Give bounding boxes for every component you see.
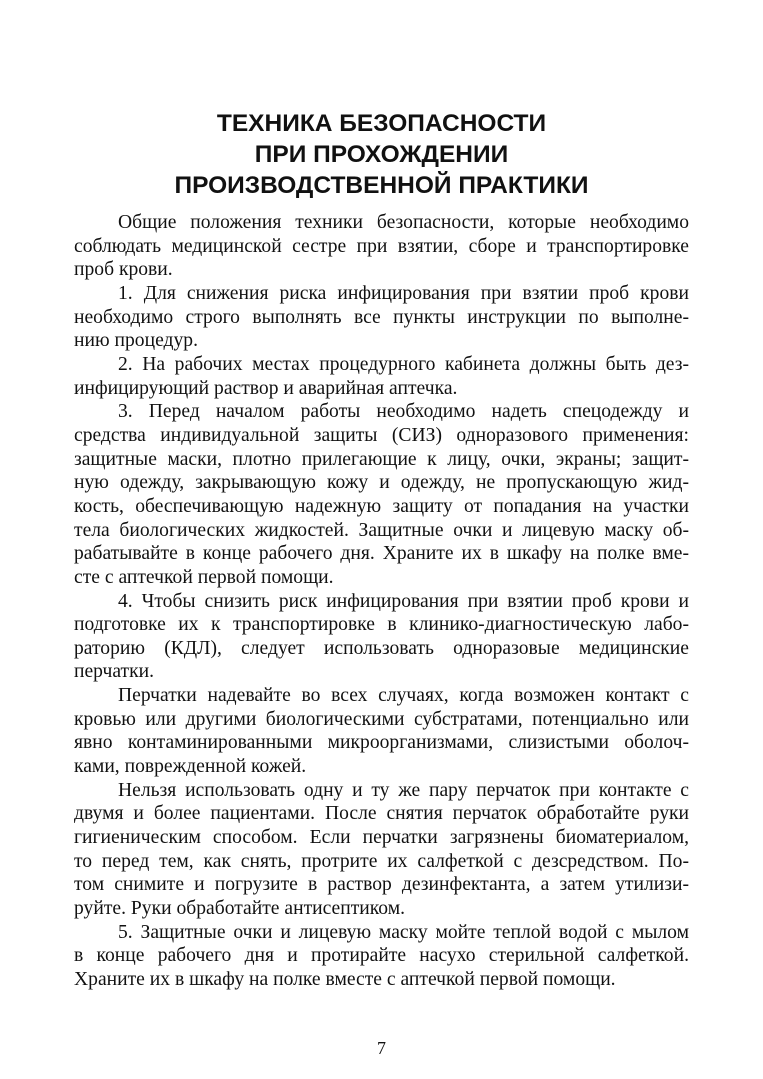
text-line: кровью или другими биологическими субстратами, потенциально или xyxy=(74,708,689,730)
text-line: двумя и более пациентами. После снятия перчаток обработайте руки xyxy=(74,803,689,825)
page-title xyxy=(74,108,689,201)
text-line: сте с аптечкой первой помощи. xyxy=(74,566,334,588)
paragraph-item-3 xyxy=(74,400,689,589)
text-line: подготовке их к транспортировке в клинико-диагностическую лабо- xyxy=(74,614,689,636)
text-line: явно контаминированными микроорганизмами, слизистыми оболоч- xyxy=(74,732,689,754)
text-line: кость, обеспечивающую надежную защиту от попадания на участки xyxy=(74,495,689,517)
title-line: ПРИ ПРОХОЖДЕНИИ xyxy=(254,141,509,168)
text-line: рабатывайте в конце рабочего дня. Храните их в шкафу на полке вме- xyxy=(74,543,689,565)
text-line: необходимо строго выполнять все пункты инструкции по выполне- xyxy=(74,306,689,328)
text-line: 1. Для снижения риска инфицирования при взятии проб крови xyxy=(118,282,689,304)
text-line: то перед тем, как снять, протрите их салфеткой с дезсредством. По- xyxy=(74,850,689,872)
text-line: 5. Защитные очки и лицевую маску мойте теплой водой с мылом xyxy=(118,921,689,943)
paragraph-item-1 xyxy=(74,282,689,353)
title-line: ТЕХНИКА БЕЗОПАСНОСТИ xyxy=(216,110,547,137)
text-line: в конце рабочего дня и протирайте насухо стерильной салфеткой. xyxy=(74,945,689,967)
text-line: средства индивидуальной защиты (СИЗ) одноразового применения: xyxy=(74,424,689,446)
text-line: Перчатки надевайте во всех случаях, когда возможен контакт с xyxy=(118,685,689,707)
page-number: 7 xyxy=(377,1038,386,1058)
body-text xyxy=(74,211,689,992)
text-line: Храните их в шкафу на полке вместе с аптечкой первой помощи. xyxy=(74,969,616,990)
text-line: раторию (КДЛ), следует использовать одноразовые медицинские xyxy=(74,637,689,659)
text-line: проб крови. xyxy=(74,259,173,281)
paragraph-item-4 xyxy=(74,590,689,685)
paragraph-general-provisions xyxy=(74,211,689,282)
paragraph-item-2 xyxy=(74,353,689,400)
text-line: Нельзя использовать одну и ту же пару перчаток при контакте с xyxy=(118,779,689,801)
paragraph-item-5 xyxy=(74,921,689,992)
text-line: 3. Перед началом работы необходимо надеть спецодежду и xyxy=(118,401,689,423)
text-line: том снимите и погрузите в раствор дезинфектанта, а затем утилизи- xyxy=(74,874,689,896)
text-line: нию процедур. xyxy=(74,330,198,352)
title-line: ПРОИЗВОДСТВЕННОЙ ПРАКТИКИ xyxy=(174,172,589,199)
text-line: руйте. Руки обработайте антисептиком. xyxy=(74,898,406,920)
text-line: ками, поврежденной кожей. xyxy=(74,756,307,778)
text-line: тела биологических жидкостей. Защитные очки и лицевую маску об- xyxy=(74,519,689,541)
paragraph-gloves-disposal xyxy=(74,779,689,921)
text-line: 2. На рабочих местах процедурного кабинета должны быть дез- xyxy=(118,353,689,375)
text-line: 4. Чтобы снизить риск инфицирования при взятии проб крови и xyxy=(118,590,689,612)
text-line: соблюдать медицинской сестре при взятии, сборе и транспортировке xyxy=(74,235,689,257)
text-line: гигиеническим способом. Если перчатки загрязнены биоматериалом, xyxy=(74,827,689,849)
text-line: инфицирующий раствор и аварийная аптечка. xyxy=(74,377,458,399)
text-line: перчатки. xyxy=(74,661,155,683)
text-line: защитные маски, плотно прилегающие к лицу, очки, экраны; защит- xyxy=(74,448,689,470)
text-line: ную одежду, закрывающую кожу и одежду, не пропускающую жид- xyxy=(74,472,689,494)
paragraph-gloves-usage xyxy=(74,684,689,779)
text-line: Общие положения техники безопасности, которые необходимо xyxy=(118,212,689,233)
